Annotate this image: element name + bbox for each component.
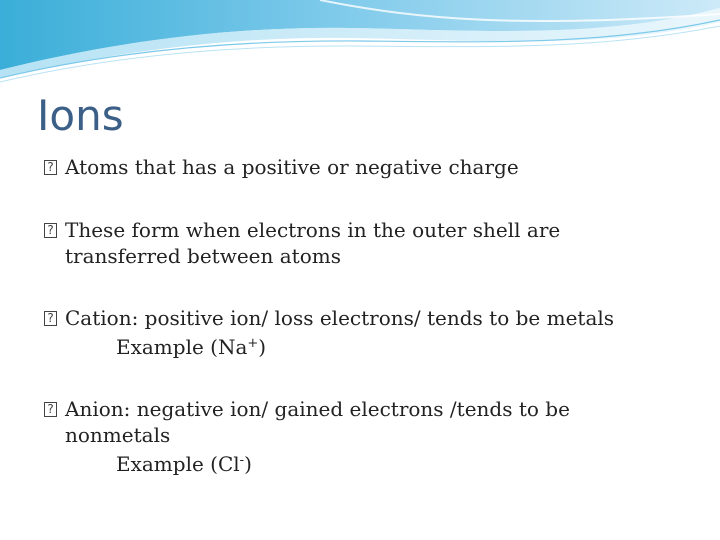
bullet-marker-icon: ? — [44, 402, 57, 417]
bullet-text: Cation: positive ion/ loss electrons/ tends to be metals — [65, 306, 615, 330]
bullet-electron-transfer — [44, 217, 704, 269]
bullet-text-continued: transferred between atoms — [65, 244, 341, 268]
bullet-anion — [44, 396, 704, 477]
cation-example — [65, 331, 704, 360]
bullet-text: These form when electrons in the outer shell are — [65, 218, 561, 242]
anion-example — [65, 448, 704, 477]
bullet-text-continued: nonmetals — [65, 423, 171, 447]
bullet-marker-icon: ? — [44, 223, 57, 238]
bullet-text: Anion: negative ion/ gained electrons /tends to be — [65, 397, 570, 421]
header-wave-decoration — [0, 0, 720, 90]
anion-charge: - — [239, 453, 245, 468]
bullet-marker-icon: ? — [44, 311, 57, 326]
bullet-atoms-charge — [44, 154, 704, 180]
cation-charge: + — [247, 336, 259, 351]
anion-example-label: Example (Cl — [116, 452, 240, 476]
bullet-cation — [44, 305, 704, 360]
bullet-text: Atoms that has a positive or negative charge — [65, 155, 519, 179]
cation-example-label: Example (Na — [116, 335, 248, 359]
anion-example-close: ) — [244, 452, 252, 476]
bullet-marker-icon: ? — [44, 160, 57, 175]
cation-example-close: ) — [258, 335, 267, 359]
bullet-list — [44, 154, 704, 477]
slide-title: Ions — [37, 91, 124, 140]
